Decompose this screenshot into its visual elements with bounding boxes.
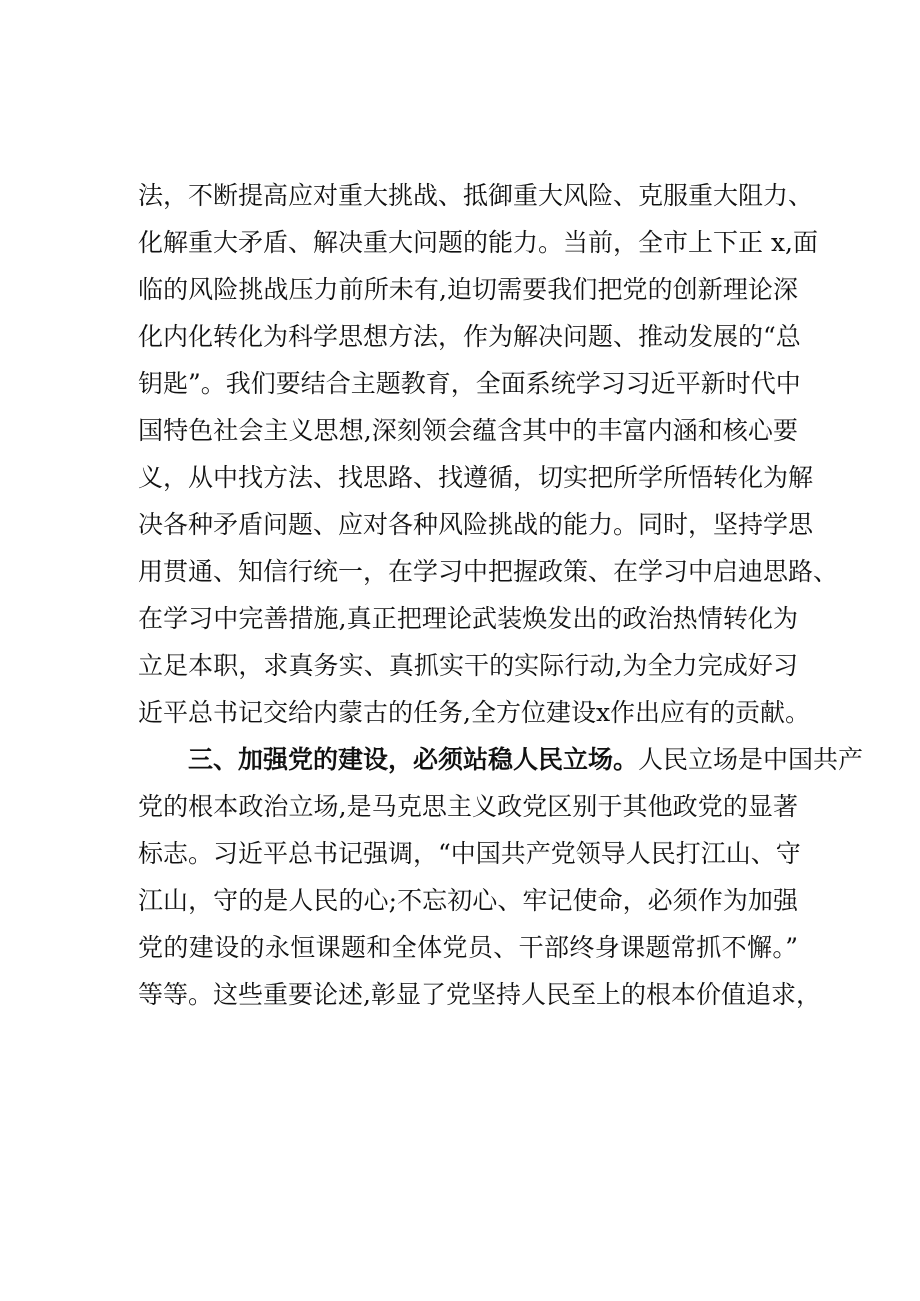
text-line: 用贯通、知信行统一，在学习中把握政策、在学习中启迪思路、 <box>138 557 839 586</box>
text-line: 决各种矛盾问题、应对各种风险挑战的能力。同时，坚持学思 <box>138 510 814 539</box>
text-line-first <box>138 736 864 783</box>
text-line: 化内化转化为科学思想方法，作为解决问题、推动发展的“总 <box>138 322 801 351</box>
text-line: 党的建设的永恒课题和全体党员、干部终身课题常抓不懈。” <box>138 933 798 962</box>
body-text <box>138 172 864 1018</box>
text-line: 立足本职，求真务实、真抓实干的实际行动,为全力完成好习 <box>138 651 798 680</box>
text-line: 国特色社会主义思想,深刻领会蕴含其中的丰富内涵和核心要 <box>138 416 798 445</box>
text-line: 临的风险挑战压力前所未有,迫切需要我们把党的创新理论深 <box>138 275 798 304</box>
text-line: 义，从中找方法、找思路、找遵循，切实把所学所悟转化为解 <box>138 463 814 492</box>
text-line: 近平总书记交给内蒙古的任务,全方位建设x作出应有的贡献。 <box>138 698 811 727</box>
paragraph-2 <box>138 736 864 1018</box>
text-line: 法，不断提高应对重大挑战、抵御重大风险、克服重大阻力、 <box>138 181 814 210</box>
paragraph-1 <box>138 172 839 736</box>
text-line: 等等。这些重要论述,彰显了党坚持人民至上的根本价值追求， <box>138 980 821 1009</box>
text-line: 江山，守的是人民的心;不忘初心、牢记使命，必须作为加强 <box>138 886 798 915</box>
text-line: 在学习中完善措施,真正把理论武装焕发出的政治热情转化为 <box>138 604 798 633</box>
text-line: 党的根本政治立场,是马克思主义政党区别于其他政党的显著 <box>138 792 798 821</box>
section-heading: 三、加强党的建设，必须站稳人民立场。 <box>188 745 639 774</box>
text-line: 化解重大矛盾、解决重大问题的能力。当前，全市上下正 x,面 <box>138 228 818 257</box>
text-line: 钥匙”。我们要结合主题教育，全面系统学习习近平新时代中 <box>138 369 801 398</box>
first-line-text: 人民立场是中国共产 <box>638 745 864 774</box>
text-line: 标志。习近平总书记强调，“中国共产党领导人民打江山、守 <box>138 839 801 868</box>
